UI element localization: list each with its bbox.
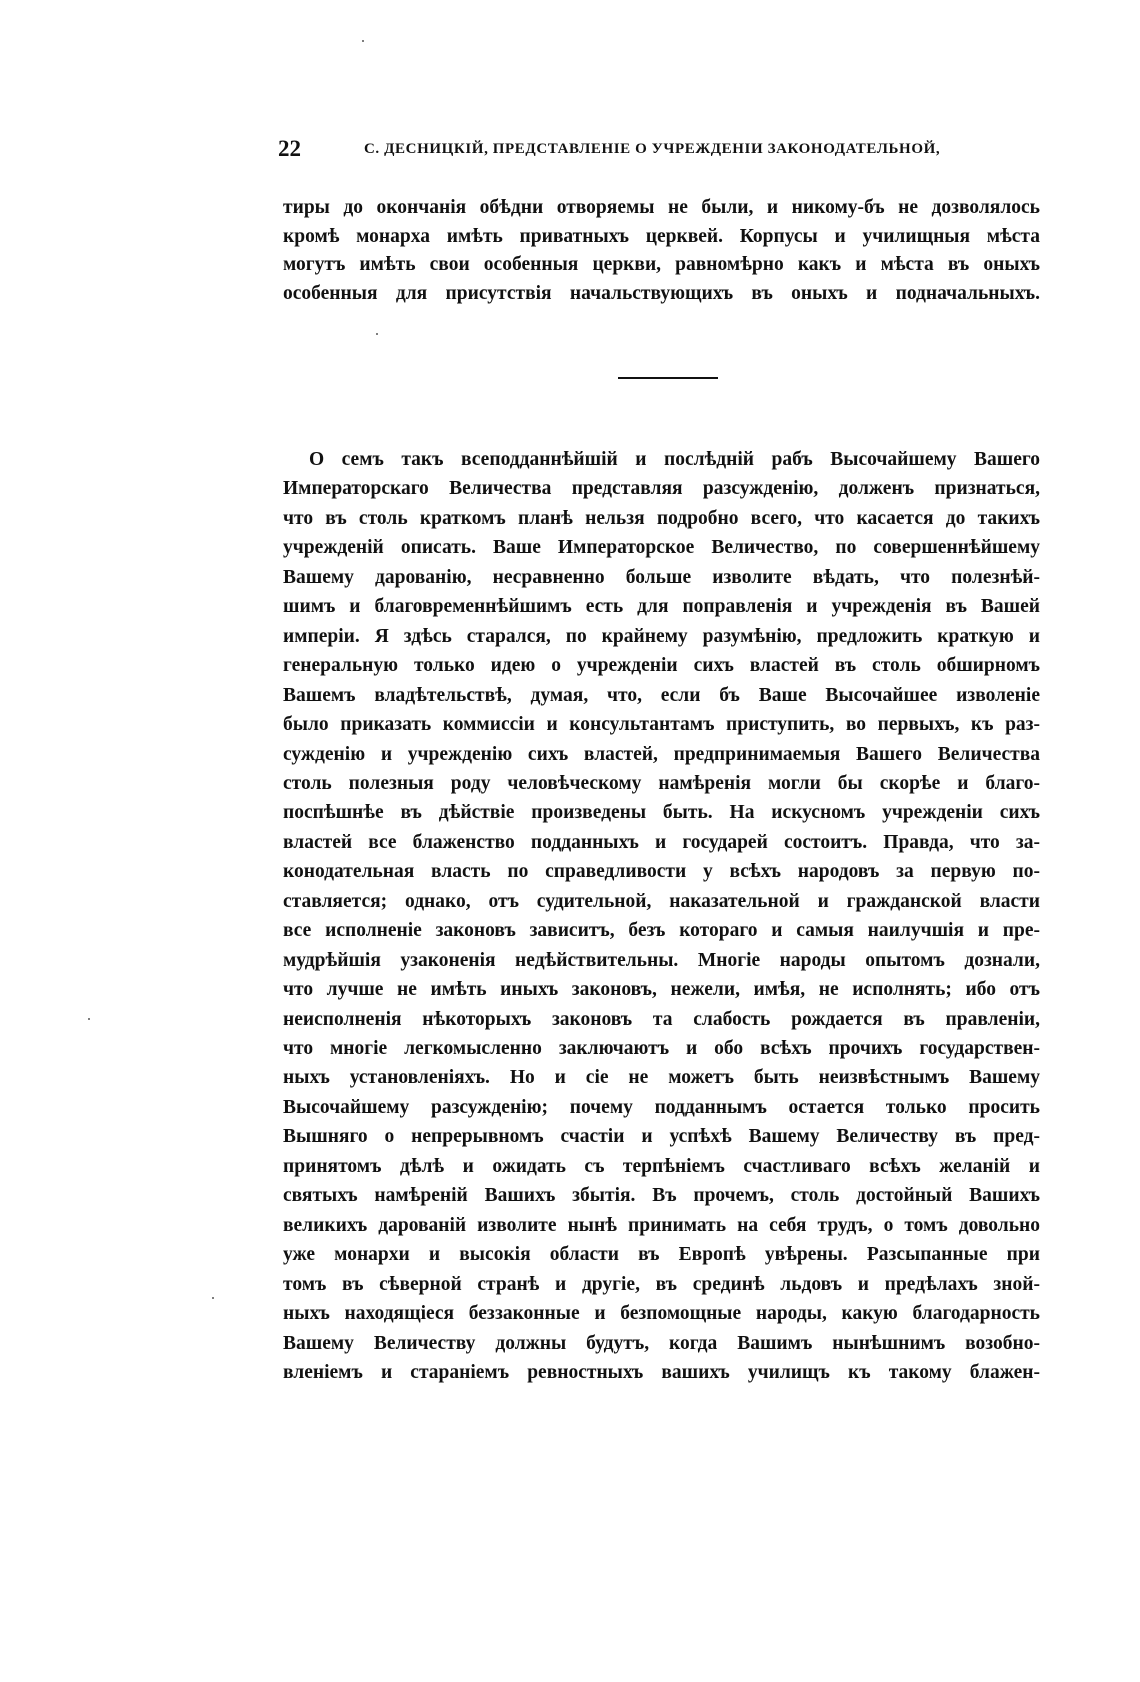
text-line: ныхъ установленіяхъ. Но и сіе не можетъ быть неизвѣстнымъ Вашему	[283, 1067, 1040, 1089]
text-line: Императорскаго Величества представляя разсужденію, долженъ признаться,	[283, 478, 1040, 500]
text-line: все исполненіе законовъ зависитъ, безъ котораго и самыя наилучшія и пре-	[283, 920, 1040, 942]
text-line: могутъ имѣть свои особенныя церкви, равномѣрно какъ и мѣста въ оныхъ	[283, 254, 1040, 275]
text-line: что многіе легкомысленно заключаютъ и обо всѣхъ прочихъ государствен-	[283, 1038, 1040, 1059]
text-line: особенныя для присутствія начальствующихъ въ оныхъ и подначальныхъ.	[283, 282, 1040, 304]
text-line: имперіи. Я здѣсь старался, по крайнему разумѣнію, предложить краткую и	[283, 625, 1040, 647]
text-line: властей все блаженство подданныхъ и государей состоитъ. Правда, что за-	[283, 831, 1040, 853]
text-line: уже монархи и высокія области въ Европѣ увѣрены. Разсыпанные при	[283, 1244, 1040, 1266]
page-number: 22	[278, 136, 301, 161]
scan-speck	[376, 333, 378, 335]
text-line: кромѣ монарха имѣть приватныхъ церквей. Корпусы и училищныя мѣста	[283, 225, 1040, 247]
text-line: что въ столь краткомъ планѣ нельзя подробно всего, что касается до такихъ	[283, 507, 1040, 529]
text-line: томъ въ сѣверной странѣ и другіе, въ срединѣ льдовъ и предѣлахъ зной-	[283, 1273, 1040, 1295]
text-line: тиры до окончанія обѣдни отворяемы не были, и никому-бъ не дозволялось	[283, 197, 1040, 218]
text-line: Вашему Величеству должны будутъ, когда Вашимъ нынѣшнимъ возобно-	[283, 1332, 1040, 1354]
text-line: неисполненія нѣкоторыхъ законовъ та слабость рождается въ правленіи,	[283, 1008, 1040, 1030]
text-line: ныхъ находящіеся беззаконные и безпомощные народы, какую благодарность	[283, 1303, 1040, 1325]
text-line: что лучше не имѣть иныхъ законовъ, нежели, имѣя, не исполнять; ибо отъ	[283, 979, 1040, 1001]
running-title: С. ДЕСНИЦКІЙ, ПРЕДСТАВЛЕНІЕ О УЧРЕЖДЕНІИ ЗАКОНОДАТЕЛЬНОЙ,	[364, 141, 941, 157]
page-header	[278, 136, 1038, 166]
text-line: поспѣшнѣе въ дѣйствіе произведены быть. На искусномъ учрежденіи сихъ	[283, 802, 1040, 824]
text-line: столь полезныя роду человѣческому намѣренія могли бы скорѣе и благо-	[283, 772, 1040, 794]
text-line: принятомъ дѣлѣ и ожидать съ терпѣніемъ счастливаго всѣхъ желаній и	[283, 1155, 1040, 1177]
scan-speck	[212, 1297, 214, 1299]
text-line: святыхъ намѣреній Вашихъ збытія. Въ прочемъ, столь достойный Вашихъ	[283, 1185, 1040, 1207]
text-line: генеральную только идею о учрежденіи сихъ властей въ столь обширномъ	[283, 655, 1040, 677]
text-line: Вышняго о непрерывномъ счастіи и успѣхѣ Вашему Величеству въ пред-	[283, 1126, 1040, 1148]
text-line: было приказать коммиссіи и консультантамъ приступить, во первыхъ, къ раз-	[283, 714, 1040, 736]
text-line: учрежденій описать. Ваше Императорское Величество, по совершеннѣйшему	[283, 537, 1040, 559]
text-line: Высочайшему разсужденію; почему подданнымъ остается только просить	[283, 1096, 1040, 1118]
text-line: Вашему дарованію, несравненно больше изволите вѣдать, что полезнѣй-	[283, 566, 1040, 588]
text-line: сужденію и учрежденію сихъ властей, предпринимаемыя Вашего Величества	[283, 743, 1040, 765]
text-line: великихъ дарованій изволите нынѣ принимать на себя трудъ, о томъ довольно	[283, 1214, 1040, 1236]
text-line: конодательная власть по справедливости у всѣхъ народовъ за первую по-	[283, 861, 1040, 883]
text-line: Вашемъ владѣтельствѣ, думая, что, если бъ Ваше Высочайшее изволеніе	[283, 684, 1040, 706]
text-line: мудрѣйшія узаконенія недѣйствительны. Многіе народы опытомъ дознали,	[283, 949, 1040, 971]
text-line: шимъ и благовременнѣйшимъ есть для поправленія и учрежденія въ Вашей	[283, 596, 1040, 618]
text-line: вленіемъ и стараніемъ ревностныхъ вашихъ училищъ къ такому блажен-	[283, 1361, 1040, 1383]
scan-speck	[362, 40, 364, 42]
section-divider	[618, 377, 718, 379]
text-line: ставляется; однако, отъ судительной, наказательной и гражданской власти	[283, 890, 1040, 912]
text-line: О семъ такъ всеподданнѣйшій и послѣдній рабъ Высочайшему Вашего	[309, 449, 1040, 470]
scan-speck	[88, 1018, 90, 1020]
